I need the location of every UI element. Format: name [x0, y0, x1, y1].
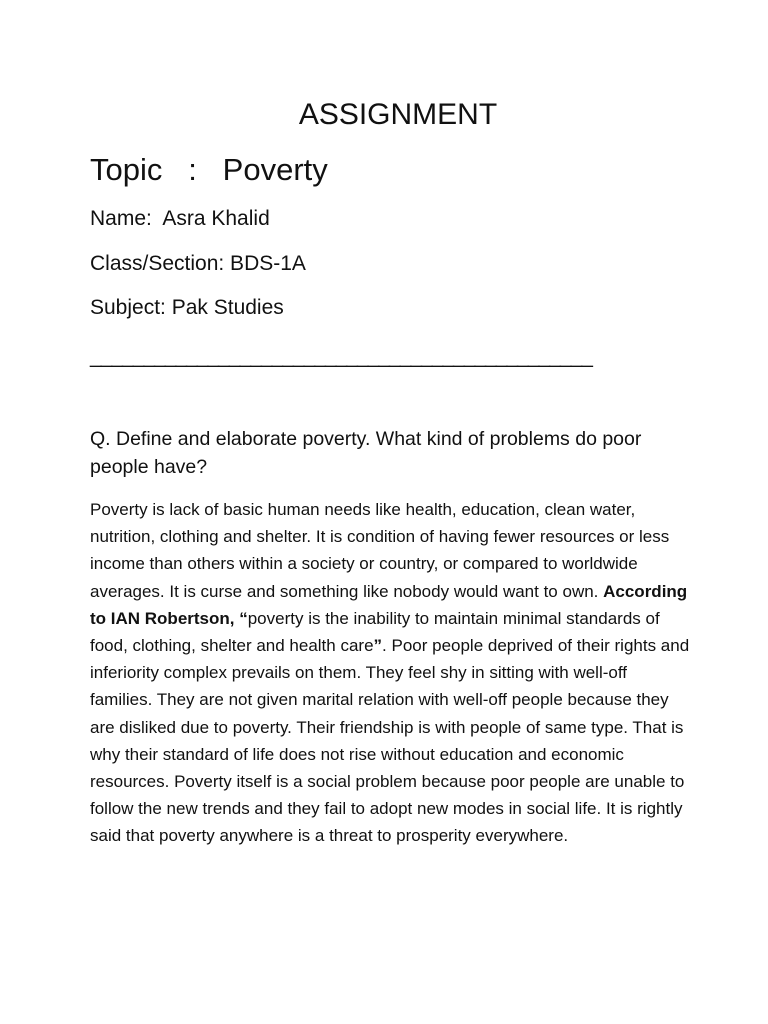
question-text: Q. Define and elaborate poverty. What kind of problems do poor people have?: [90, 428, 642, 478]
topic-line: Topic : Poverty: [90, 152, 328, 187]
subject-line: Subject: Pak Studies: [90, 296, 284, 319]
answer-paragraph: [90, 496, 690, 850]
answer-text-part-3: . Poor people deprived of their rights and inferiority complex prevails on them. They feel shy in sitting with well-off families. They are not given marital relation with well-off people because they are disliked due to poverty. Their friendship is with people of same type. That is why their standard of life does not rise without education and economic resources. Poverty itself is a social problem because poor people are unable to follow the new trends and they fail to adopt new modes in social life. It is rightly said that poverty anywhere is a threat to prosperity everywhere.: [90, 636, 690, 846]
answer-bold-close-quote: ”: [373, 636, 383, 656]
answer-quote-text: poverty is the inability to maintain minimal standards of food, clothing, shelter and health care: [90, 608, 660, 656]
student-name-line: Name: Asra Khalid: [90, 207, 270, 230]
class-section-line: Class/Section: BDS-1A: [90, 252, 306, 275]
divider-underline: _______________________________________________: [90, 345, 592, 368]
answer-bold-citation: According to IAN Robertson, “: [90, 581, 688, 628]
assignment-heading: ASSIGNMENT: [298, 98, 498, 131]
answer-text-part-1: Poverty is lack of basic human needs like health, education, clean water, nutrition, clothing and shelter. It is condition of having fewer resources or less income than others within a society or country, or compared to worldwide averages. It is curse and something like nobody would want to own.: [90, 500, 670, 601]
